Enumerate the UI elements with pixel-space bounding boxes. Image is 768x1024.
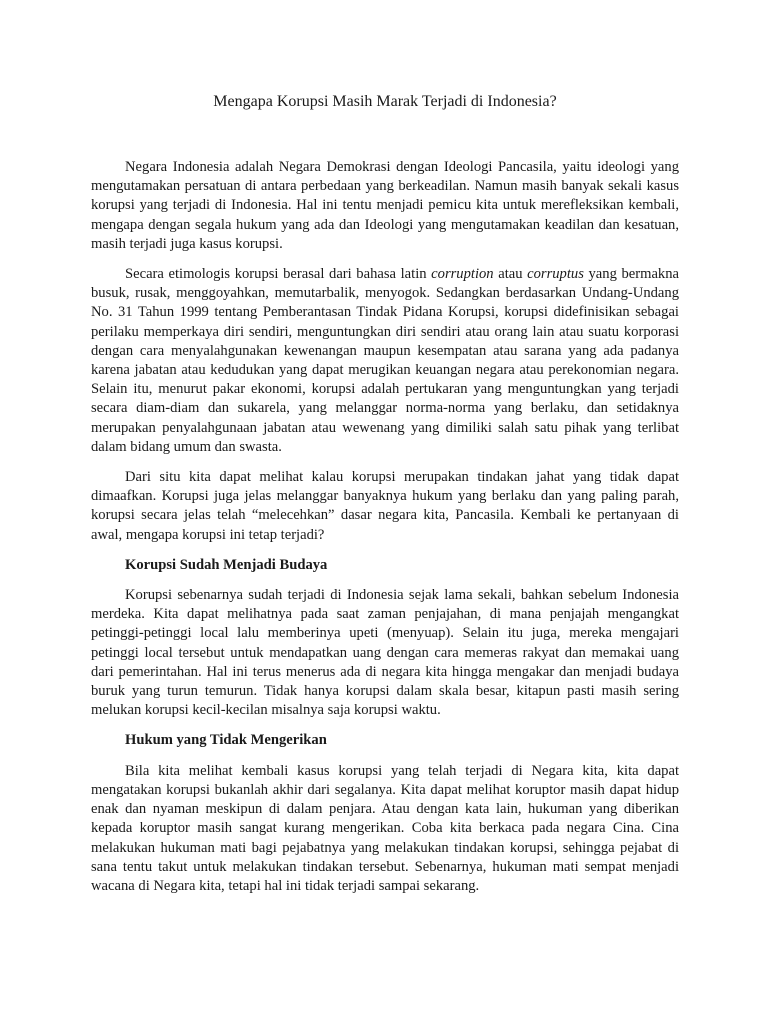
paragraph-law: Bila kita melihat kembali kasus korupsi yang telah terjadi di Negara kita, kita dapat mengatakan korupsi bukanlah akhir dari segalanya. Kita dapat melihat koruptor masih dapat hidup enak dan nyaman meskipun di dalam penjara. Atau dengan kata lain, hukuman yang diberikan kepada koruptor masih sangat kurang mengerikan. Coba kita berkaca pada negara Cina. Cina melakukan hukuman mati bagi pejabatnya yang melakukan tindakan korupsi, sehingga pejabat di sana tentu takut untuk melakukan tindakan tersebut. Sebenarnya, hukuman mati sempat menjadi wacana di Negara kita, tetapi hal ini tidak terjadi sampai sekarang. (91, 762, 679, 894)
italic-term-corruption: corruption (431, 266, 494, 283)
paragraph-etymology-text-2: atau (493, 266, 528, 283)
paragraph-etymology-text-3: yang bermakna busuk, rusak, menggoyahkan, memutarbalik, menyogok. Sedangkan berdasarkan Undang-Undang No. 31 Tahun 1999 tentang Pemberantasan Tindak Pidana Korupsi, korupsi didefinisikan sebagai perilaku memperkaya diri sendiri, menguntungkan diri sendiri atau orang lain atau suatu korporasi dengan cara menyalahgunakan kewenangan maupun kesempatan atau sarana yang ada padanya karena jabatan atau kedudukan yang dapat merugikan keuangan negara atau perekonomian negara. Selain itu, menurut pakar ekonomi, korupsi adalah pertukaran yang menguntungkan yang terjadi secara diam-diam dan sukarela, yang melanggar norma-norma yang berlaku, dan setidaknya merupakan penyalahgunaan jabatan atau wewenang yang dimiliki salah satu pihak yang terlibat dalam bidang umum dan swasta. (91, 266, 679, 455)
section-heading-culture: Korupsi Sudah Menjadi Budaya (125, 556, 328, 573)
paragraph-culture: Korupsi sebenarnya sudah terjadi di Indonesia sejak lama sekali, bahkan sebelum Indonesia merdeka. Kita dapat melihatnya pada saat zaman penjajahan, di mana penjajah mengangkat petinggi-petinggi local lalu memberinya upeti (menyuap). Selain itu juga, mereka mengajari petinggi local tersebut untuk mendapatkan uang dengan cara memeras rakyat dan memakai uang dari pemerintahan. Hal ini terus menerus ada di negara kita hingga mengakar dan menjadi budaya buruk yang turun temurun. Tidak hanya korupsi dalam skala besar, kitapun pasti masih sering melukan korupsi kecil-kecilan misalnya saja korupsi waktu. (91, 587, 679, 719)
paragraph-etymology-text-1: Secara etimologis korupsi berasal dari bahasa latin (125, 266, 432, 283)
document-title: Mengapa Korupsi Masih Marak Terjadi di Indonesia? (213, 93, 557, 110)
paragraph-etymology (91, 265, 679, 457)
italic-term-corruptus: corruptus (527, 266, 584, 283)
paragraph-conclusion-question: Dari situ kita dapat melihat kalau korupsi merupakan tindakan jahat yang tidak dapat dimaafkan. Korupsi juga jelas melanggar banyaknya hukum yang berlaku dan yang paling parah, korupsi secara jelas telah “melecehkan” dasar negara kita, Pancasila. Kembali ke pertanyaan di awal, mengapa korupsi ini tetap terjadi? (91, 469, 679, 543)
paragraph-intro: Negara Indonesia adalah Negara Demokrasi dengan Ideologi Pancasila, yaitu ideologi yang mengutamakan persatuan di antara perbedaan yang berkeadilan. Namun masih banyak sekali kasus korupsi yang terjadi di Indonesia. Hal ini tentu menjadi pemicu kita untuk merefleksikan kembali, mengapa dengan segala hukum yang ada dan Ideologi yang mengutamakan keadilan dan kesatuan, masih terjadi juga kasus korupsi. (91, 159, 679, 252)
section-heading-law: Hukum yang Tidak Mengerikan (125, 732, 327, 749)
